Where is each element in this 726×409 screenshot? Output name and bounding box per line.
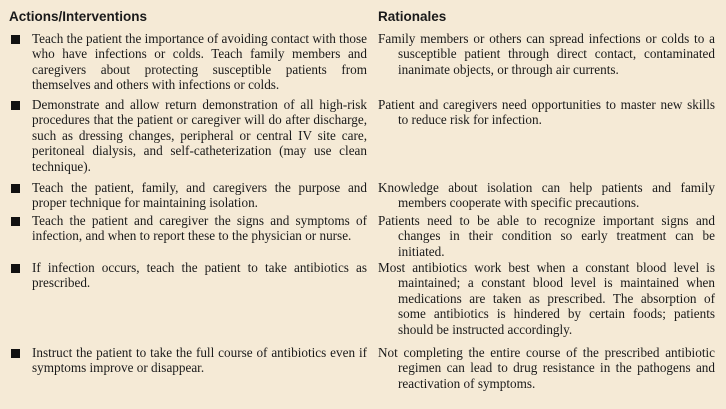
rationale-item [378, 213, 715, 259]
square-bullet-icon [11, 349, 20, 358]
table-header [0, 6, 726, 26]
rationale-item [378, 345, 715, 391]
action-text: Demonstrate and allow return demonstration of all high-risk procedures that the patient or caregiver will do after discharge, such as dressing changes, peripheral or central IV site care, peritoneal dialysis, and self-catheterization (may use clean technique). [32, 97, 367, 174]
action-text: Teach the patient the importance of avoiding contact with those who have infections or colds. Teach family members and caregivers about protecting susceptible patients from themselves and others with infections or colds. [32, 31, 367, 93]
action-text: Instruct the patient to take the full course of antibiotics even if symptoms improve or disappear. [32, 345, 367, 376]
action-text: Teach the patient, family, and caregivers the purpose and proper technique for maintaining isolation. [32, 180, 367, 211]
rationale-text: Most antibiotics work best when a constant blood level is maintained; a constant blood level is maintained when medications are taken as prescribed. The absorption of some antibiotics is hindered by certain foods; patients should be instructed accordingly. [378, 260, 715, 337]
square-bullet-icon [11, 264, 20, 273]
rationale-text: Knowledge about isolation can help patients and family members cooperate with specific precautions. [378, 180, 715, 211]
square-bullet-icon [11, 101, 20, 110]
rationale-text: Family members or others can spread infections or colds to a susceptible patient through direct contact, contaminated inanimate objects, or through air currents. [378, 31, 715, 77]
rationale-item [378, 180, 715, 211]
rationales-column-header: Rationales [378, 9, 447, 24]
square-bullet-icon [11, 35, 20, 44]
square-bullet-icon [11, 184, 20, 193]
rationale-text: Patient and caregivers need opportunities to master new skills to reduce risk for infection. [378, 97, 715, 128]
square-bullet-icon [11, 217, 20, 226]
rationale-text: Patients need to be able to recognize important signs and changes in their condition so early treatment can be initiated. [378, 213, 715, 259]
rationale-text: Not completing the entire course of the prescribed antibiotic regimen can lead to drug resistance in the pathogens and reactivation of symptoms. [378, 345, 715, 391]
rationale-item [378, 260, 715, 337]
actions-column-header: Actions/Interventions [9, 9, 148, 24]
rationale-item [378, 97, 715, 128]
rationale-item [378, 31, 715, 77]
action-text: If infection occurs, teach the patient to take antibiotics as prescribed. [32, 260, 367, 291]
action-text: Teach the patient and caregiver the signs and symptoms of infection, and when to report these to the physician or nurse. [32, 213, 367, 244]
